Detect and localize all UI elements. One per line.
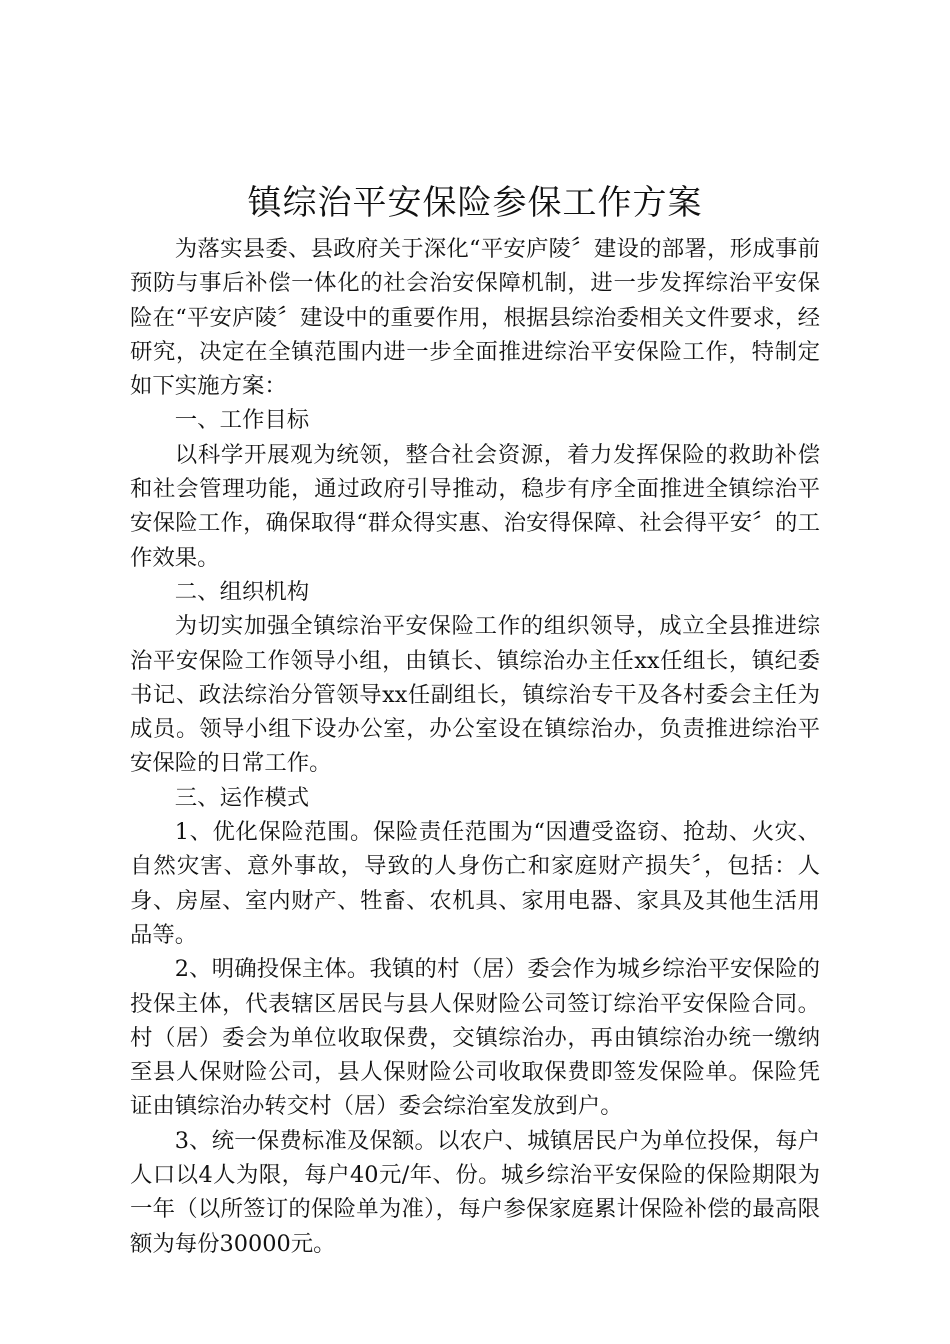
goals-paragraph: 以科学开展观为统领，整合社会资源，着力发挥保险的救助补偿和社会管理功能，通过政府引导推动，稳步有序全面推进全镇综治平安保险工作，确保取得“群众得实惠、治安得保障、社会得平安〞的工作效果。 xyxy=(130,441,820,571)
document-body xyxy=(130,232,820,1261)
operation-paragraph-2: 2、明确投保主体。我镇的村（居）委会作为城乡综治平安保险的投保主体，代表辖区居民与县人保财险公司签订综治平安保险合同。村（居）委会为单位收取保费，交镇综治办，再由镇综治办统一缴纳至县人保财险公司，县人保财险公司收取保费即签发保险单。保险凭证由镇综治办转交村（居）委会综治室发放到户。 xyxy=(130,956,820,1120)
organization-paragraph: 为切实加强全镇综治平安保险工作的组织领导，成立全县推进综治平安保险工作领导小组，由镇长、镇综治办主任xx任组长，镇纪委书记、政法综治分管领导xx任副组长，镇综治专干及各村委会主任为成员。领导小组下设办公室，办公室设在镇综治办，负责推进综治平安保险的日常工作。 xyxy=(130,613,820,777)
section-heading-goals: 一、工作目标 xyxy=(174,407,310,434)
section-heading-organization: 二、组织机构 xyxy=(174,578,310,605)
operation-paragraph-1: 1、优化保险范围。保险责任范围为“因遭受盗窃、抢劫、火灾、自然灾害、意外事故，导致的人身伤亡和家庭财产损失〞，包括：人身、房屋、室内财产、牲畜、农机具、家用电器、家具及其他生活用品等。 xyxy=(130,819,820,948)
operation-paragraph-3: 3、统一保费标准及保额。以农户、城镇居民户为单位投保，每户人口以4人为限，每户40元/年、份。城乡综治平安保险的保险期限为一年（以所签订的保险单为准），每户参保家庭累计保险补偿的最高限额为每份30000元。 xyxy=(130,1127,820,1257)
section-heading-operation-mode: 三、运作模式 xyxy=(174,784,310,811)
document-title: 镇综治平安保险参保工作方案 xyxy=(247,183,703,223)
intro-paragraph: 为落实县委、县政府关于深化“平安庐陵〞建设的部署，形成事前预防与事后补偿一体化的社会治安保障机制，进一步发挥综治平安保险在“平安庐陵〞建设中的重要作用，根据县综治委相关文件要求，经研究，决定在全镇范围内进一步全面推进综治平安保险工作，特制定如下实施方案： xyxy=(130,236,820,400)
